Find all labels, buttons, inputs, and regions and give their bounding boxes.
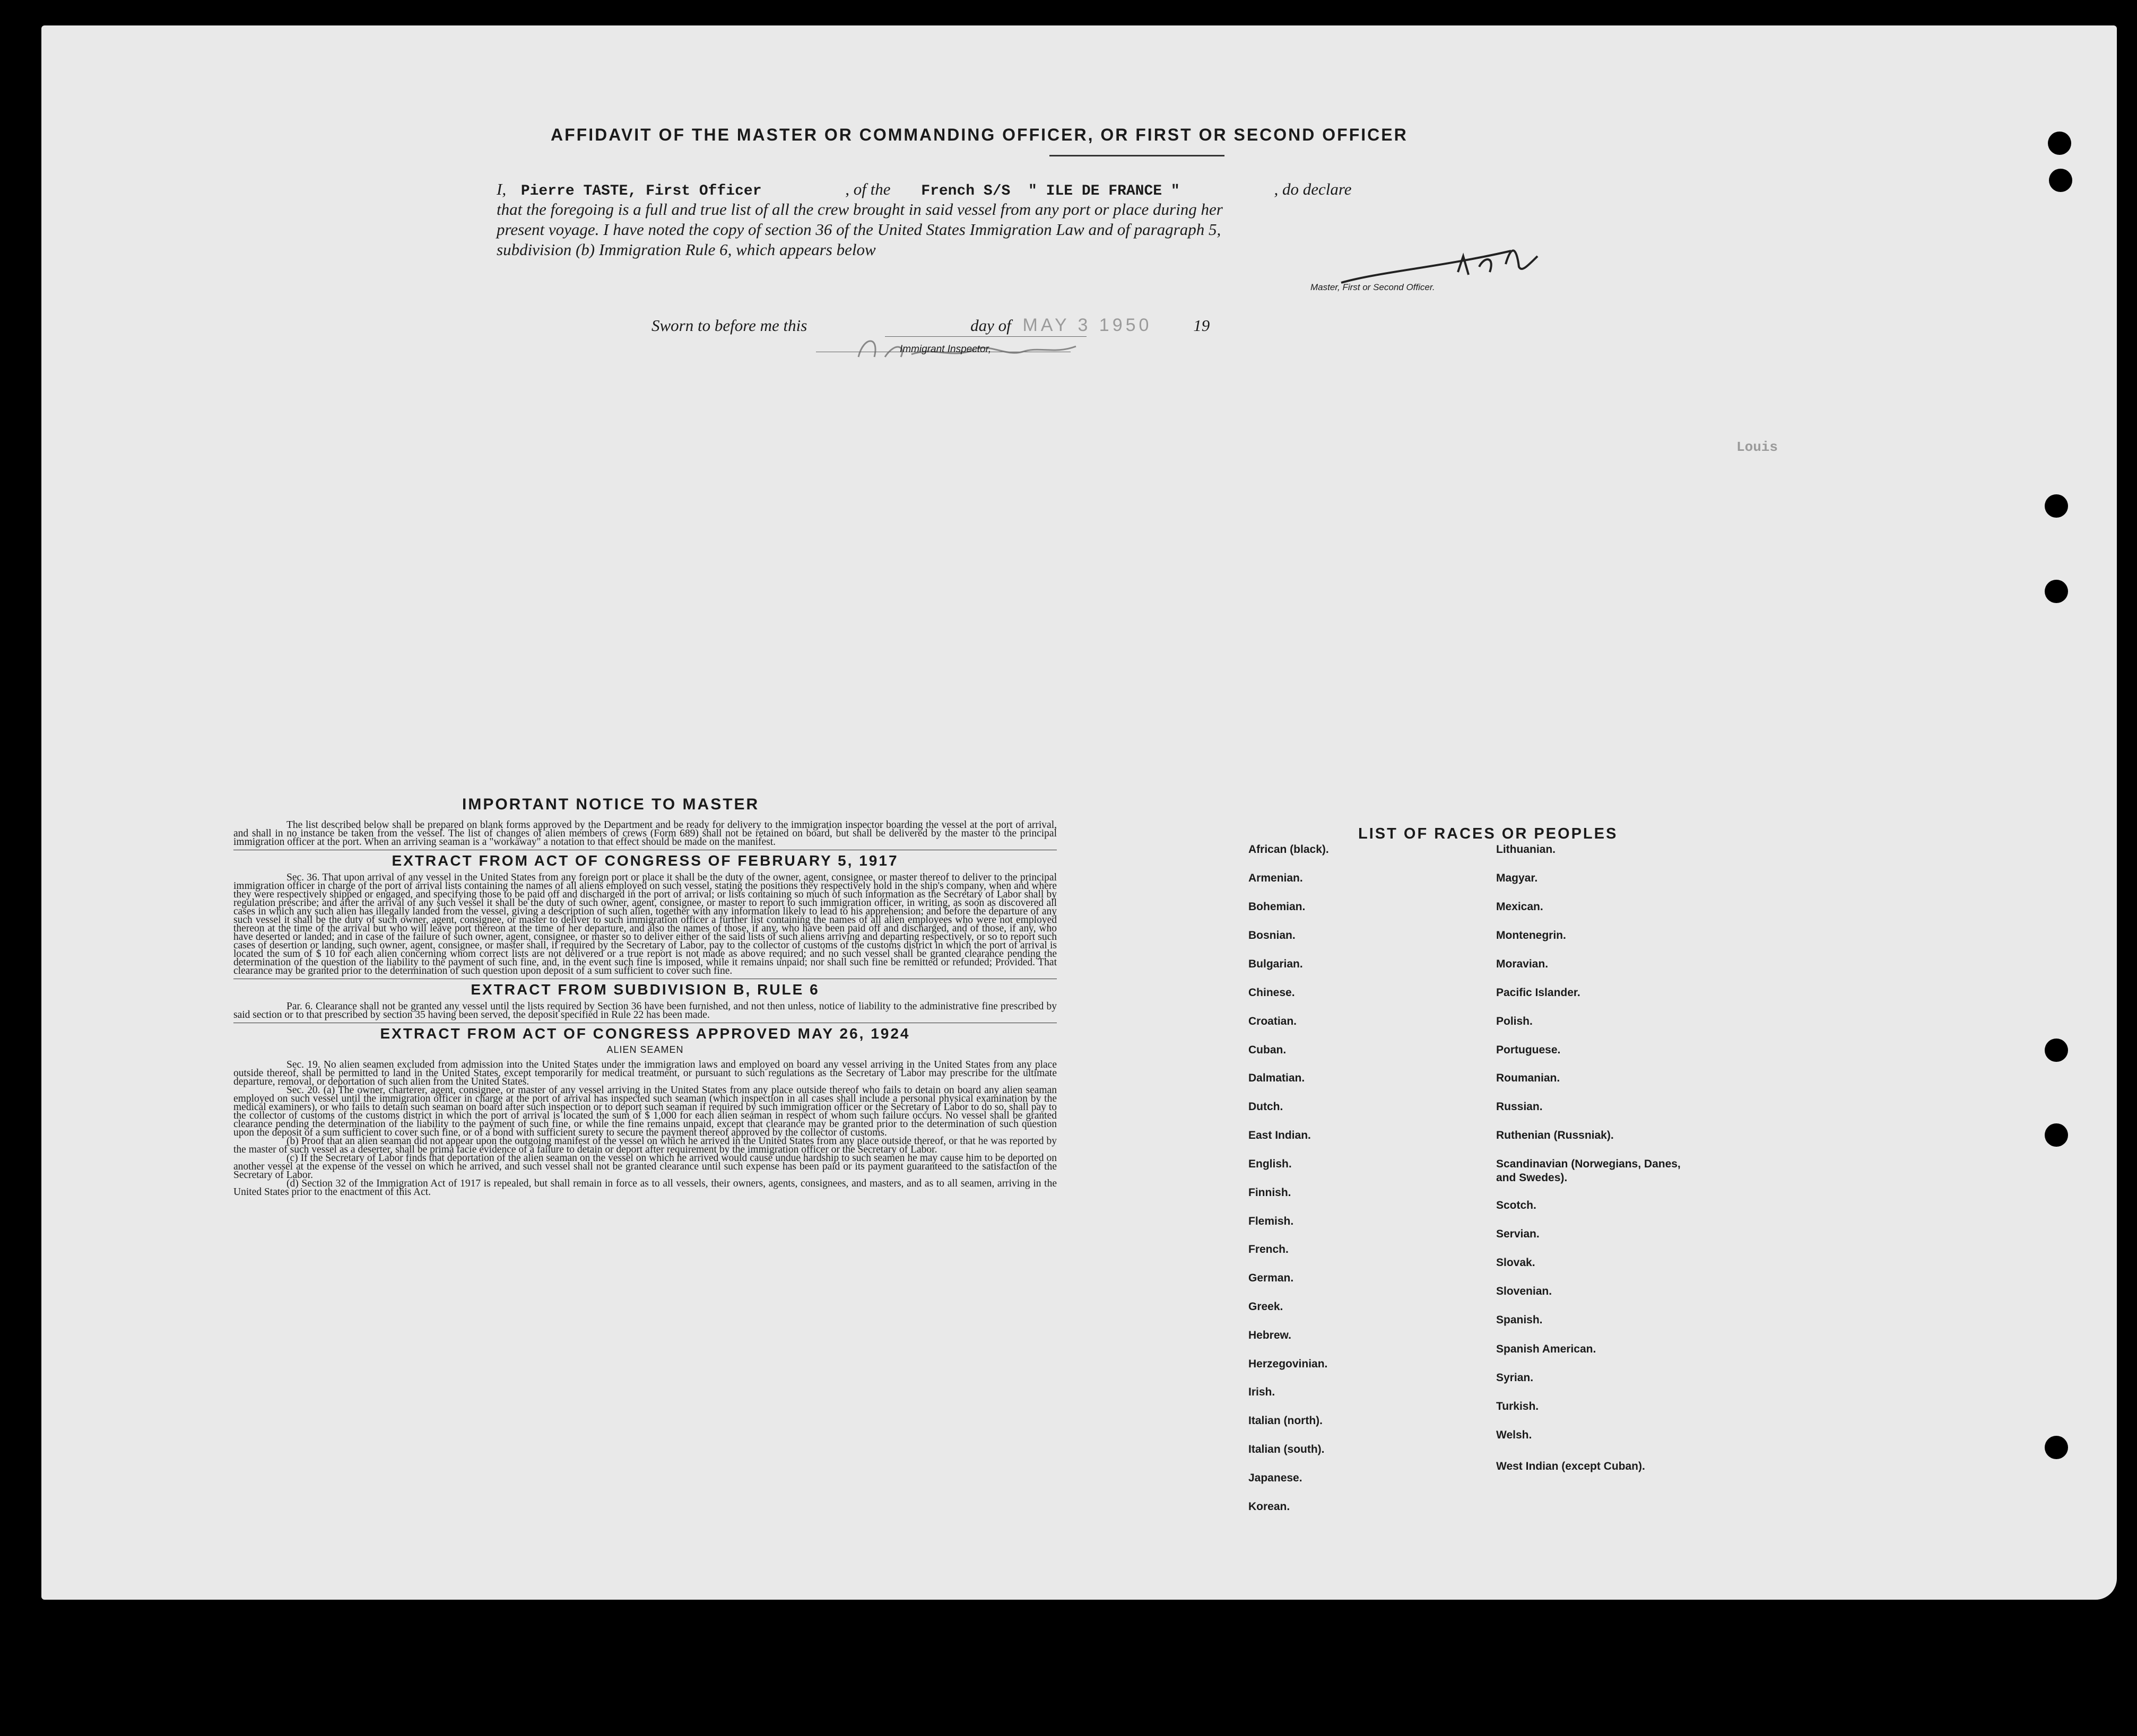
binder-hole: [2045, 580, 2068, 603]
extract2-title: EXTRACT FROM SUBDIVISION B, RULE 6: [471, 981, 820, 998]
race-item: Dalmatian.: [1248, 1072, 1305, 1084]
race-item: Portuguese.: [1496, 1044, 1561, 1056]
race-item: Spanish.: [1496, 1314, 1543, 1326]
race-item: Hebrew.: [1248, 1329, 1291, 1341]
race-item: Croatian.: [1248, 1015, 1297, 1027]
race-item: Ruthenian (Russniak).: [1496, 1129, 1614, 1141]
race-item: Scotch.: [1496, 1199, 1536, 1211]
notice-title: IMPORTANT NOTICE TO MASTER: [462, 796, 760, 813]
extract3-subtitle: ALIEN SEAMEN: [606, 1044, 684, 1055]
race-item: English.: [1248, 1158, 1292, 1170]
race-item: Finnish.: [1248, 1187, 1291, 1199]
extract3-p1: Sec. 19. No alien seamen excluded from admission into the United States under the immigration laws and employed on board any vessel arriving in the United States from any place outside thereof, shall be permitted to land in the United States, except temporarily for medical treatment, or pursuant to such regulations as the Secretary of Labor may prescribe for the ultimate departure, removal, or deportation of such alien from the United States.: [233, 1059, 1057, 1087]
race-item: Roumanian.: [1496, 1072, 1560, 1084]
race-item: French.: [1248, 1243, 1289, 1255]
extract3-p5: (d) Section 32 of the Immigration Act of 1917 is repealed, but shall remain in force as to all vessels, their owners, agents, consignees, and masters, and as to all seamen, arriving in the United States prior to the enactment of this Act.: [233, 1178, 1057, 1198]
race-item: Bohemian.: [1248, 901, 1306, 913]
race-item: Bulgarian.: [1248, 958, 1303, 970]
race-item: Chinese.: [1248, 987, 1295, 999]
vessel-type: French S/S: [921, 183, 1011, 199]
affidavit-line4: subdivision (b) Immigration Rule 6, which appears below: [497, 240, 876, 259]
officer-caption: Master, First or Second Officer.: [1310, 282, 1435, 292]
binder-hole: [2045, 1436, 2068, 1459]
race-item: Japanese.: [1248, 1472, 1302, 1484]
binder-hole: [2045, 494, 2068, 518]
race-item: West Indian (except Cuban).: [1496, 1460, 1645, 1472]
extract2-text: Par. 6. Clearance shall not be granted any vessel until the lists required by Section 36 have been furnished, and not then unless, notice of liability to the administrative fine prescribed by said section or to that prescribed by section 35 having been served, the deposit specified in Rule 22 has been made.: [233, 1001, 1057, 1020]
races-title: LIST OF RACES OR PEOPLES: [1358, 825, 1618, 842]
race-item: Moravian.: [1496, 958, 1549, 970]
race-item: East Indian.: [1248, 1129, 1311, 1141]
race-item: African (black).: [1248, 843, 1329, 856]
race-item: Italian (north).: [1248, 1415, 1323, 1427]
extract3-p3: (b) Proof that an alien seaman did not appear upon the outgoing manifest of the vessel on which he arrived in the United States from any place outside thereof, or that he was reported by the master of such vessel as a deserter, shall be prima facie evidence of a failure to detain or deport after requirement by the immigration officer or the Secretary of Labor.: [233, 1136, 1057, 1155]
race-item: Scandinavian (Norwegians, Danes, and Swedes).: [1496, 1158, 1681, 1184]
race-item: Welsh.: [1496, 1429, 1532, 1441]
binder-hole: [2049, 169, 2072, 192]
race-item: Pacific Islander.: [1496, 987, 1580, 999]
binder-hole: [2045, 1123, 2068, 1147]
race-item: Armenian.: [1248, 872, 1303, 884]
affidavit-line1: I, Pierre TASTE, First Officer , of the French S/S " ILE DE FRANCE " , do declare: [497, 180, 1352, 199]
extract3-title: EXTRACT FROM ACT OF CONGRESS APPROVED MAY 26, 1924: [380, 1025, 910, 1042]
extract1-title: EXTRACT FROM ACT OF CONGRESS OF FEBRUARY 5, 1917: [392, 852, 899, 869]
race-item: Lithuanian.: [1496, 843, 1556, 856]
race-item: Mexican.: [1496, 901, 1543, 913]
race-item: German.: [1248, 1272, 1294, 1284]
bleedthrough-text: Louis: [1736, 439, 1778, 455]
inspector-caption: Immigrant Inspector,: [900, 344, 992, 355]
race-item: Turkish.: [1496, 1400, 1539, 1412]
notice-column: [233, 821, 1057, 1197]
document-page: [41, 25, 2117, 1600]
title-divider: [1049, 155, 1224, 156]
sworn-line: Sworn to before me this day of MAY 3 1950 19: [651, 315, 1210, 335]
extract3-p2: Sec. 20. (a) The owner, charterer, agent, consignee, or master of any vessel arriving in the United States from any place outside thereof who fails to detain on board any alien seaman employed on such vessel until the immigration officer in charge at the port of arrival has inspected such seaman (which inspection in all cases shall include a personal physical examination by the medical examiners), or who fails to detain such seaman on board after such inspection or to deport such seaman if required by such immigration officer or the Secretary of Labor to do so, shall pay to the collector of customs of the customs district in which the port of arrival is located the sum of $ 1,000 for each alien seaman in respect of whom such failure occurs. No vessel shall be granted clearance pending the determination of the liability to the payment of such fine, or while the fine remains unpaid, except that clearance may be granted prior to the determination of such question upon the deposit of a sum sufficient to cover such fine, or of a bond with sufficient surety to secure the payment thereof approved by the collector of customs.: [233, 1085, 1057, 1138]
race-item: Bosnian.: [1248, 929, 1296, 941]
binder-hole: [2045, 1039, 2068, 1062]
race-item: Spanish American.: [1496, 1343, 1596, 1355]
affidavit-title: AFFIDAVIT OF THE MASTER OR COMMANDING OFFICER, OR FIRST OR SECOND OFFICER: [551, 125, 1408, 144]
affidavit-line2: that the foregoing is a full and true list of all the crew brought in said vessel from any port or place during her: [497, 200, 1223, 219]
extract3-p4: (c) If the Secretary of Labor finds that deportation of the alien seaman on the vessel on which he arrived would cause undue hardship to such seamen he may cause him to be deported on another vessel at the expense of the vessel on which he arrived, and such vessel shall not be granted clearance until such expense has been paid or its payment guaranteed to the satisfaction of the Secretary of Labor.: [233, 1153, 1057, 1181]
race-item: Slovak.: [1496, 1257, 1535, 1269]
race-item: Polish.: [1496, 1015, 1533, 1027]
race-item: Slovenian.: [1496, 1285, 1552, 1297]
officer-name: Pierre TASTE, First Officer: [520, 183, 762, 199]
date-stamp: MAY 3 1950: [1022, 315, 1152, 335]
notice-text: The list described below shall be prepared on blank forms approved by the Department and be ready for delivery to the immigration inspector boarding the vessel at the port of arrival, and shall in no instance be taken from the vessel. The list of changes of alien members of crews (Form 689) shall not be retained on board, but shall be delivered by the master to the principal immigration officer at the port. When an arriving seaman is a "workaway" a notation to that effect should be made on the manifest.: [233, 819, 1057, 848]
race-item: Magyar.: [1496, 872, 1538, 884]
race-item: Korean.: [1248, 1501, 1290, 1513]
race-item: Dutch.: [1248, 1101, 1283, 1113]
race-item: Irish.: [1248, 1386, 1275, 1398]
race-item: Montenegrin.: [1496, 929, 1566, 941]
race-item: Russian.: [1496, 1101, 1543, 1113]
affidavit-line3: present voyage. I have noted the copy of section 36 of the United States Immigration Law and of paragraph 5,: [497, 220, 1221, 239]
race-item: Italian (south).: [1248, 1443, 1325, 1455]
race-item: Greek.: [1248, 1301, 1283, 1313]
race-item: Cuban.: [1248, 1044, 1287, 1056]
race-item: Flemish.: [1248, 1215, 1294, 1227]
race-item: Syrian.: [1496, 1372, 1534, 1384]
binder-hole: [2048, 132, 2071, 155]
race-item: Herzegovinian.: [1248, 1358, 1328, 1370]
race-item: Servian.: [1496, 1228, 1540, 1240]
extract1-text: Sec. 36. That upon arrival of any vessel in the United States from any foreign port or place it shall be the duty of the owner, agent, consignee, or master thereof to deliver to the principal immigration officer in charge of the port of arrival lists containing the names of all aliens employed on such vessel, stating the positions they respectively hold in the ship's company, when and where they were respectively shipped or engaged, and specifying those to be paid off and discharged in the port of arrival; or lists containing so much of such information as the Secretary of Labor shall by regulation prescribe; and after the arrival of any such vessel it shall be the duty of such owner, agent, consignee, or master to report to such immigration officer, in writing, as soon as discovered all cases in which any such alien has illegally landed from the vessel, giving a description of such alien, together with any information likely to lead to his apprehension; and before the departure of any such vessel it shall be the duty of such owner, agent, consignee, or master to deliver to such immigration officer a further list containing the names of all alien employees who were not employed thereon at the time of the arrival but who will leave port thereon at the time of her departure, and also the names of those, if any, who have been paid off and discharged, and of those, if any, who have deserted or landed; and in case of the failure of such owner, agent, consignee, or master so to deliver either of the said lists of such aliens arriving and departing respectively, or so to report such cases of desertion or landing, such owner, agent, consignee, or master shall, if required by the Secretary of Labor, pay to the collector of customs of the customs district in which the port of arrival is located the sum of $ 10 for each alien concerning whom correct lists are not delivered or a true report is not made as above required; and no such vessel shall be granted clearance pending the determination of the question of the liability to the payment of such fine, and, in the event such fine is imposed, while it remains unpaid; nor shall such fine be remitted or refunded; Provided. That clearance may be granted prior to the determination of such question upon deposit of a sum sufficient to cover such fine.: [233, 872, 1057, 976]
vessel-name: " ILE DE FRANCE ": [1028, 183, 1180, 199]
